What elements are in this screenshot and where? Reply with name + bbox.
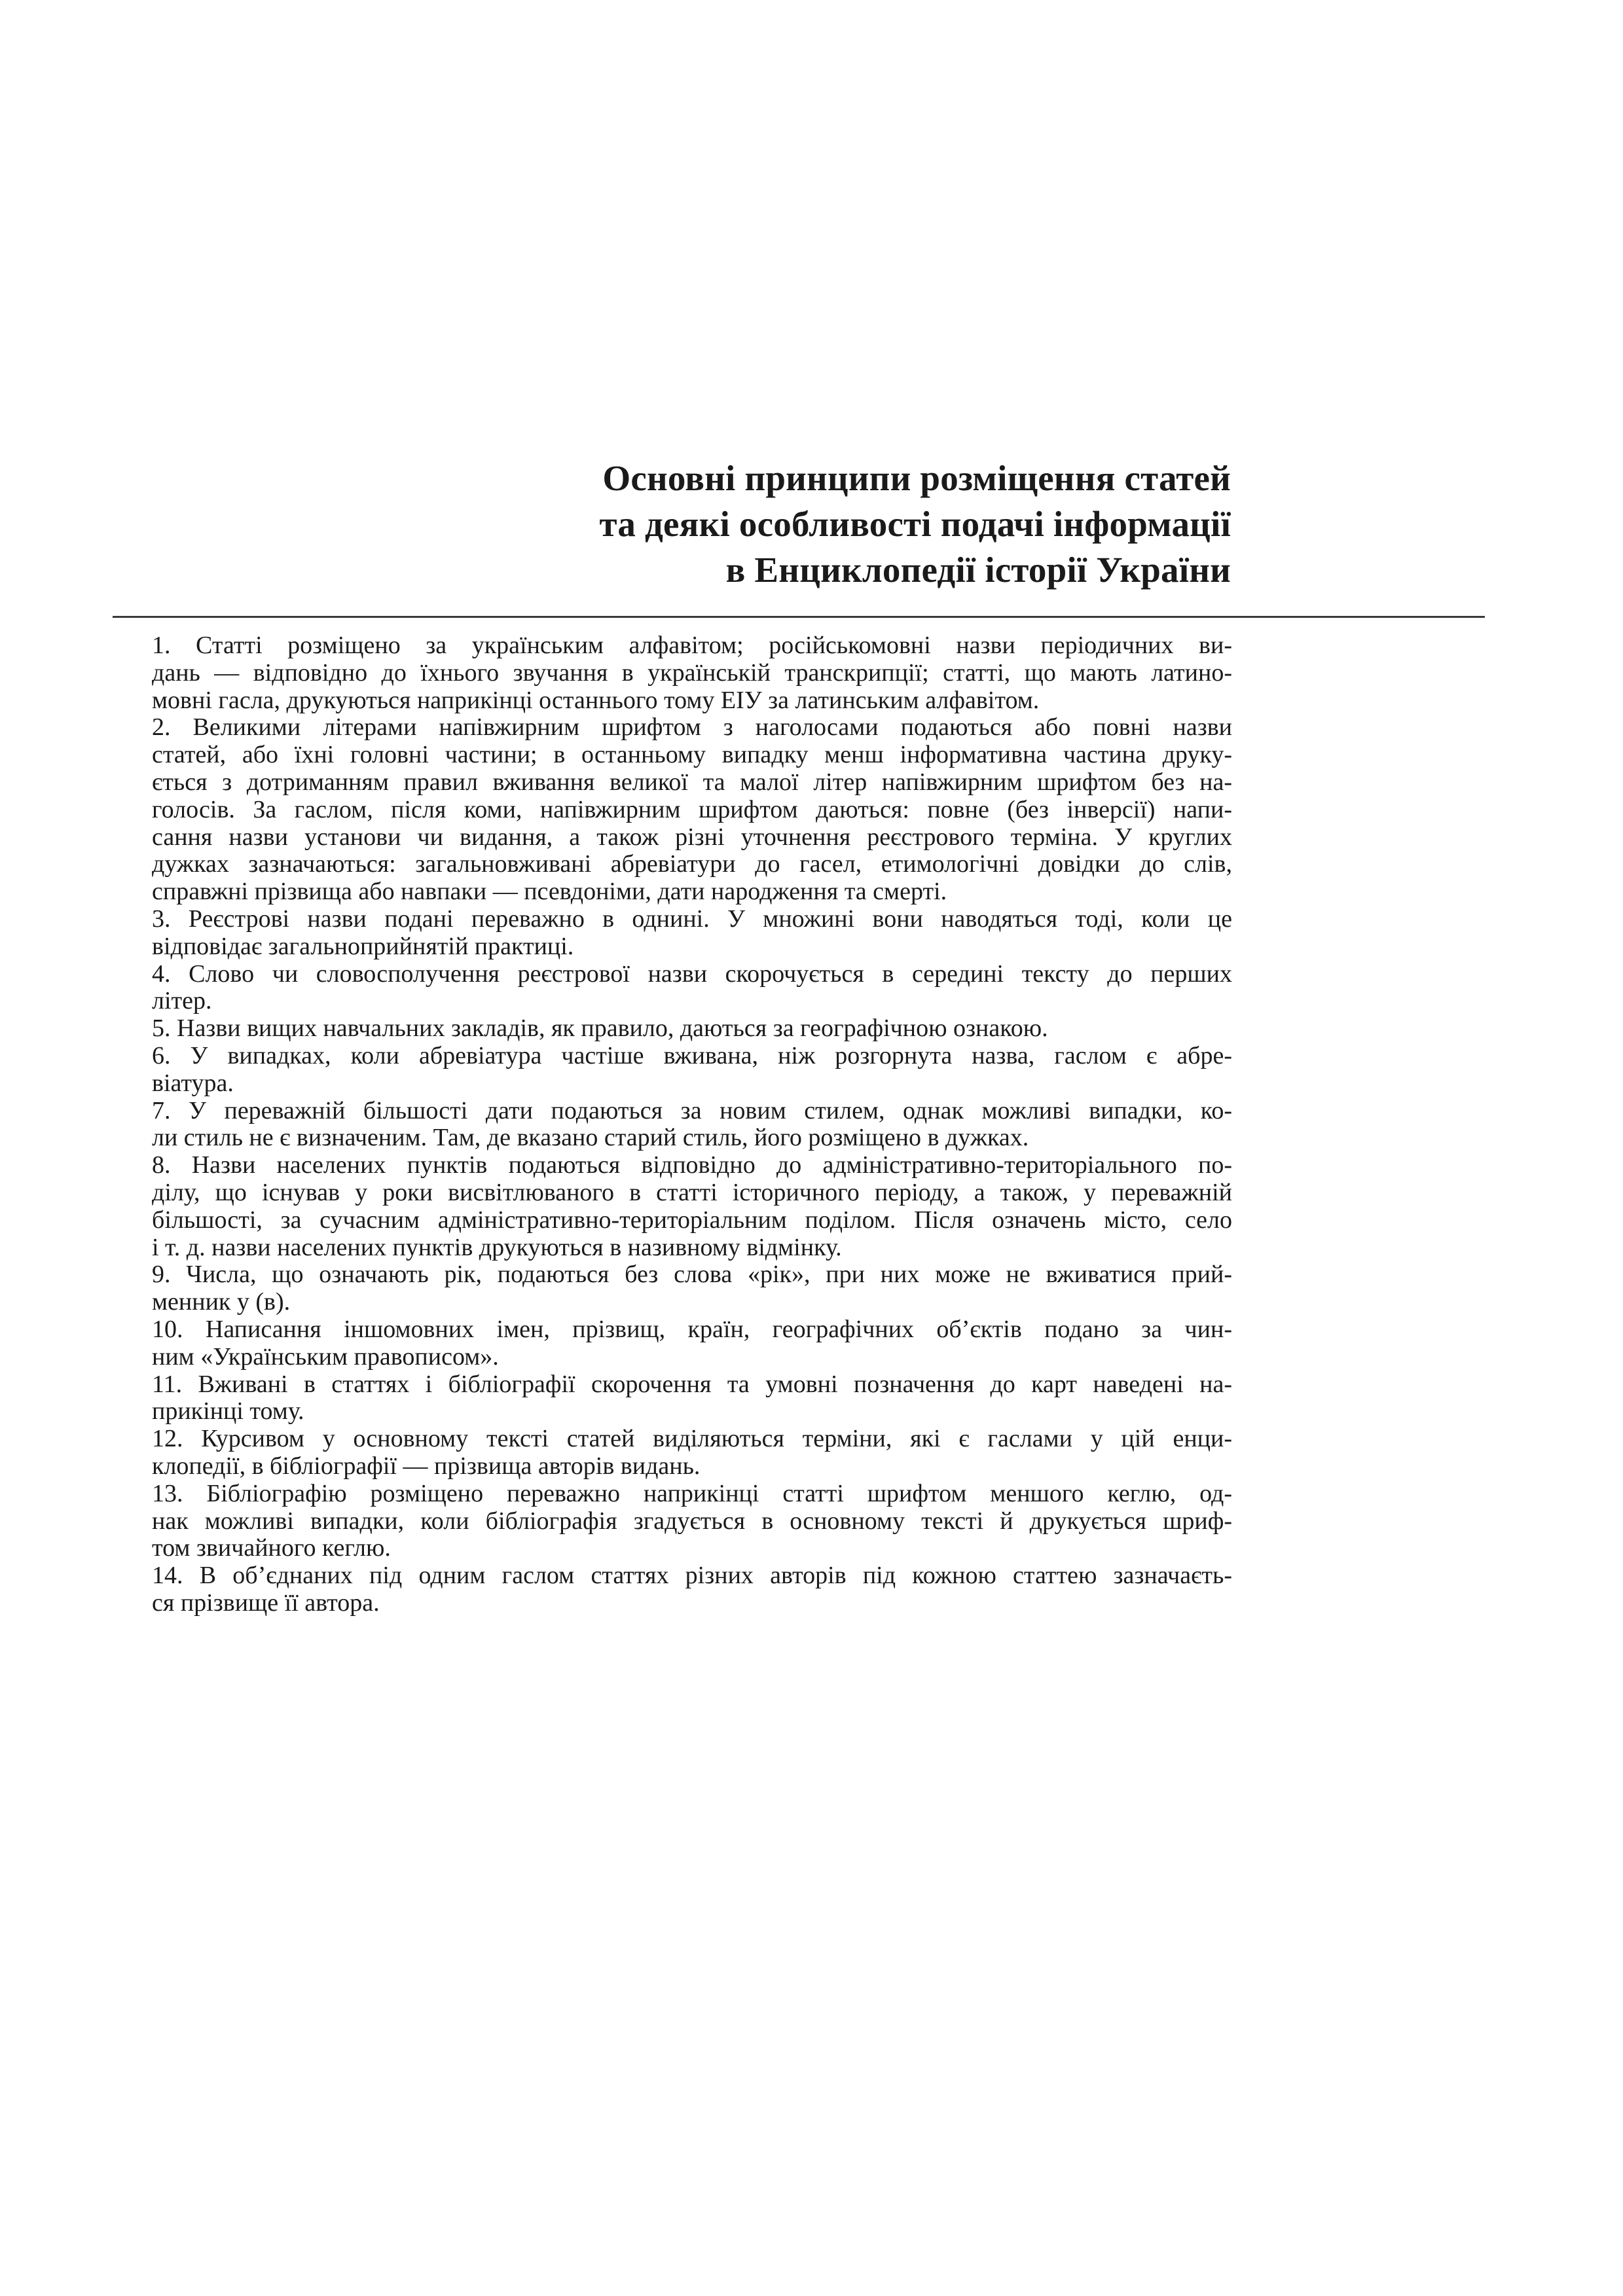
principle-paragraph-10 xyxy=(113,1316,1232,1371)
text-line: клопедії, в бібліографії — прізвища авторів видань. xyxy=(152,1452,701,1480)
text-line: дань — відповідно до їхнього звучання в українській транскрипції; статті, що мають латино- xyxy=(152,658,1232,687)
text-line: ним «Українським правописом». xyxy=(152,1342,499,1371)
principle-paragraph-3 xyxy=(113,906,1232,961)
text-line: статей, або їхні головні частини; в останньому випадку менш інформативна частина друку- xyxy=(152,741,1232,769)
page-title xyxy=(113,456,1231,593)
text-line: сання назви установи чи видання, а також різні уточнення реєстрового терміна. У круглих xyxy=(152,823,1232,851)
principle-paragraph-9 xyxy=(113,1261,1232,1316)
text-line: том звичайного кеглю. xyxy=(152,1534,391,1562)
principle-paragraph-2 xyxy=(113,714,1232,906)
text-line: ся прізвище її автора. xyxy=(152,1588,380,1617)
text-line: 2. Великими літерами напівжирним шрифтом з наголосами подаються або повні назви xyxy=(152,713,1232,742)
principles-list xyxy=(113,632,1232,1617)
principle-paragraph-12 xyxy=(113,1426,1232,1480)
text-line: і т. д. назви населених пунктів друкуються в називному відмінку. xyxy=(152,1233,842,1261)
text-line: 9. Числа, що означають рік, подаються без слова «рік», при них може не вживатися прий- xyxy=(152,1261,1232,1289)
text-line: прикінці тому. xyxy=(152,1397,304,1426)
principle-paragraph-7 xyxy=(113,1098,1232,1153)
principle-paragraph-4 xyxy=(113,961,1232,1016)
title-divider xyxy=(113,616,1485,618)
title-line-1: Основні принципи розміщення статей xyxy=(602,458,1231,498)
principle-paragraph-6 xyxy=(113,1043,1232,1098)
text-line: більшості, за сучасним адміністративно-територіальним поділом. Після означень місто, село xyxy=(152,1206,1232,1234)
text-line: відповідає загальноприйнятій практиці. xyxy=(152,932,574,960)
principle-paragraph-1 xyxy=(113,632,1232,714)
title-line-2: та деякі особливості подачі інформації xyxy=(599,504,1231,544)
text-line: ли стиль не є визначеним. Там, де вказано старий стиль, його розміщено в дужках. xyxy=(152,1124,1029,1152)
text-line: 12. Курсивом у основному тексті статей виділяються терміни, які є гаслами у цій енци- xyxy=(152,1425,1232,1453)
text-line: віатура. xyxy=(152,1069,234,1097)
principle-paragraph-13 xyxy=(113,1480,1232,1562)
text-line: 6. У випадках, коли абревіатура частіше вживана, ніж розгорнута назва, гаслом є абре- xyxy=(152,1041,1232,1069)
text-line: літер. xyxy=(152,987,212,1015)
principle-paragraph-11 xyxy=(113,1371,1232,1426)
text-line: 8. Назви населених пунктів подаються відповідно до адміністративно-територіального по- xyxy=(152,1151,1232,1179)
text-line: 1. Статті розміщено за українським алфавітом; російськомовні назви періодичних ви- xyxy=(152,632,1232,659)
title-line-3: в Енциклопедії історії України xyxy=(725,550,1231,590)
text-line: 5. Назви вищих навчальних закладів, як правило, даються за географічною ознакою. xyxy=(152,1014,1048,1043)
principle-paragraph-5 xyxy=(113,1015,1232,1043)
text-line: 14. В об’єднаних під одним гаслом статтях різних авторів під кожною статтею зазначаєть- xyxy=(152,1562,1232,1590)
principle-paragraph-14 xyxy=(113,1562,1232,1617)
text-line: ється з дотриманням правил вживання великої та малої літер напівжирним шрифтом без на- xyxy=(152,768,1232,796)
text-line: 13. Бібліографію розміщено переважно наприкінці статті шрифтом меншого кеглю, од- xyxy=(152,1479,1232,1507)
text-line: мовні гасла, друкуються наприкінці останнього тому ЕІУ за латинським алфавітом. xyxy=(152,686,1040,714)
text-line: 3. Реєстрові назви подані переважно в однині. У множині вони наводяться тоді, коли це xyxy=(152,905,1232,933)
text-line: менник у (в). xyxy=(152,1288,291,1316)
text-line: 11. Вживані в статтях і бібліографії скорочення та умовні позначення до карт наведені на- xyxy=(152,1370,1232,1398)
text-line: голосів. За гаслом, після коми, напівжирним шрифтом даються: повне (без інверсії) напи- xyxy=(152,795,1232,823)
text-line: 4. Слово чи словосполучення реєстрової назви скорочується в середині тексту до перших xyxy=(152,960,1232,988)
text-line: 10. Написання іншомовних імен, прізвищ, країн, географічних об’єктів подано за чин- xyxy=(152,1315,1232,1343)
text-line: дужках зазначаються: загальновживані абревіатури до гасел, етимологічні довідки до слів, xyxy=(152,850,1232,878)
principle-paragraph-8 xyxy=(113,1152,1232,1261)
text-line: нак можливі випадки, коли бібліографія згадується в основному тексті й друкується шриф- xyxy=(152,1507,1232,1535)
text-line: 7. У переважній більшості дати подаються за новим стилем, однак можливі випадки, ко- xyxy=(152,1096,1232,1124)
text-line: ділу, що існував у роки висвітлюваного в статті історичного періоду, а також, у переважній xyxy=(152,1178,1232,1206)
text-line: справжні прізвища або навпаки — псевдоніми, дати народження та смерті. xyxy=(152,878,947,906)
